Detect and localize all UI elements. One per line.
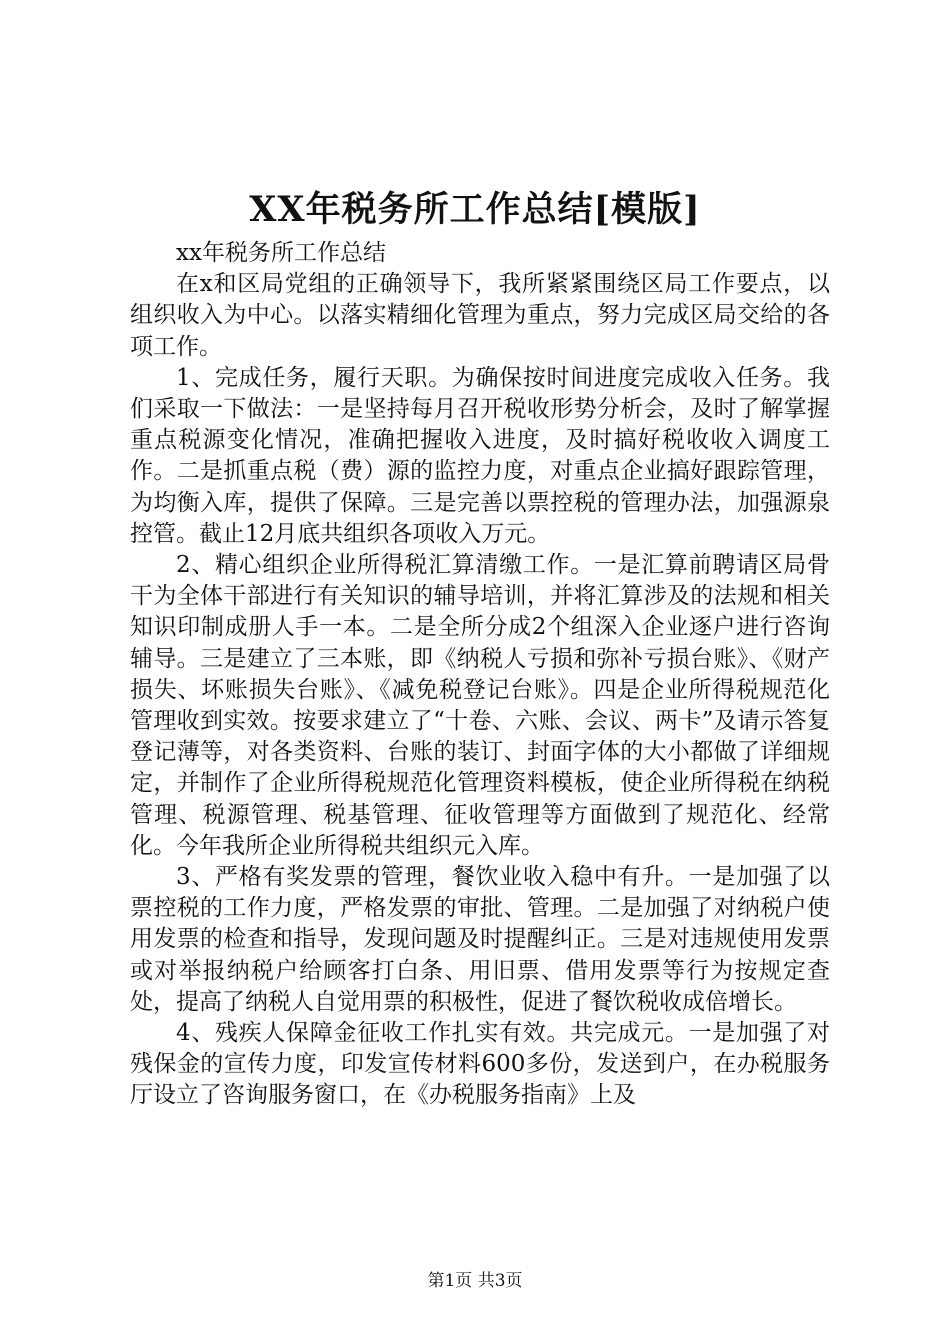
document-subtitle: xx年税务所工作总结 [176, 240, 386, 266]
paragraph-4: 4、残疾人保障金征收工作扎实有效。共完成元。一是加强了对残保金的宣传力度，印发宣传材料600多份，发送到户，在办税服务厅设立了咨询服务窗口，在《办税服务指南》上及 [130, 1020, 830, 1109]
paragraph-1: 1、完成任务，履行天职。为确保按时间进度完成收入任务。我们采取一下做法：一是坚持每月召开税收形势分析会，及时了解掌握重点税源变化情况，准确把握收入进度，及时搞好税收收入调度工作。二是抓重点税（费）源的监控力度，对重点企业搞好跟踪管理，为均衡入库，提供了保障。三是完善以票控税的管理办法，加强源泉控管。截止12月底共组织各项收入万元。 [130, 364, 830, 547]
paragraph-2: 2、精心组织企业所得税汇算清缴工作。一是汇算前聘请区局骨干为全体干部进行有关知识的辅导培训，并将汇算涉及的法规和相关知识印制成册人手一本。二是全所分成2个组深入企业逐户进行咨询辅导。三是建立了三本账，即《纳税人亏损和弥补亏损台账》、《财产损失、坏账损失台账》、《减免税登记台账》。四是企业所得税规范化管理收到实效。按要求建立了“十卷、六账、会议、两卡”及请示答复登记薄等，对各类资料、台账的装订、封面字体的大小都做了详细规定，并制作了企业所得税规范化管理资料模板，使企业所得税在纳税管理、税源管理、税基管理、征收管理等方面做到了规范化、经常化。今年我所企业所得税共组织元入库。 [130, 552, 830, 859]
page-number-footer: 第1页 共3页 [427, 1271, 523, 1291]
paragraph-3: 3、严格有奖发票的管理，餐饮业收入稳中有升。一是加强了以票控税的工作力度，严格发票的审批、管理。二是加强了对纳税户使用发票的检查和指导，发现问题及时提醒纠正。三是对违规使用发票或对举报纳税户给顾客打白条、用旧票、借用发票等行为按规定查处，提高了纳税人自觉用票的积极性，促进了餐饮税收成倍增长。 [130, 864, 830, 1015]
document-body [130, 238, 830, 1112]
document-title: XX年税务所工作总结[模版] [249, 189, 701, 230]
paragraph-intro: 在x和区局党组的正确领导下，我所紧紧围绕区局工作要点，以组织收入为中心。以落实精细化管理为重点，努力完成区局交给的各项工作。 [130, 271, 830, 360]
